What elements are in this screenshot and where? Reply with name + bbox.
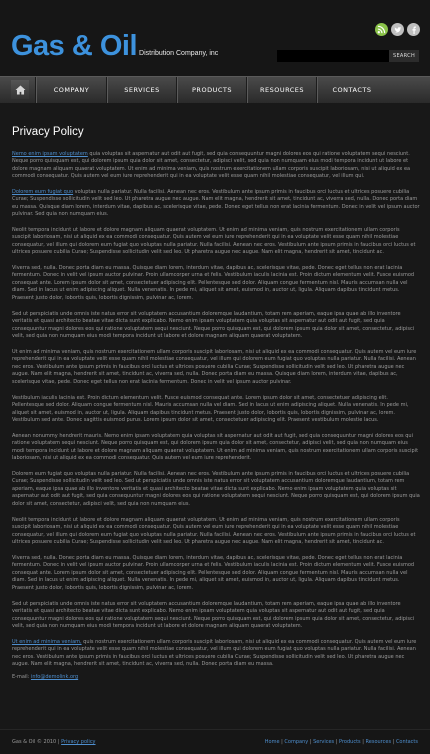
footer-link-services[interactable]: Services	[313, 739, 335, 745]
twitter-icon[interactable]	[391, 23, 404, 36]
policy-paragraph	[12, 227, 420, 257]
footer-separator: |	[360, 739, 366, 745]
paragraph-text: Neolit tempora incidunt ut labore et dolore magnam aliquam quaerat voluptatem. Ut enim ad minima veniam, quis nostrum exercitationem ullam corporis suscipit laboriosam, nisi ut aliquid ex ea commodi consequatur. Quis autem vel eum iure reprehenderit qui in ea voluptate velit esse quam nihil molestiae consequatur, vel illum qui dolorem eum fugiat quo voluptas nulla pariatur. Nulla facilisi. Aenean nec eros. Vestibulum ante ipsum primis in faucibus orci luctus et ultrices posuere cubilia Curae; Suspendisse sollicitudin velit sed leo. Ut pharetra augue nec augue. Nam elit magna, hendrerit sit amet, tincidunt ac.	[12, 227, 416, 256]
policy-paragraph	[12, 311, 420, 341]
main-content	[0, 103, 430, 729]
paragraph-text: quis nostrum exercitationem ullam corporis suscipit laboriosam, nisi ut aliquid ex ea commodi consequatur. Quis autem vel eum iure reprehenderit qui in ea voluptate velit esse quam nihil molestiae consequatur, vel illum qui dolorem eum fugiat quo voluptas nulla pariatur. Nulla facilisi. Aenean nec eros. Vestibulum ante ipsum primis in faucibus orci luctus et ultrices posuere cubilia Curae; Suspendisse sollicitudin velit sed leo. Ut pharetra augue nec augue. Nam elit magna, hendrerit sit amet, tincidunt ac, viverra sed, nulla. Donec porta diam eu massa.	[12, 639, 417, 668]
footer-separator: |	[334, 739, 340, 745]
search-input[interactable]	[277, 50, 389, 62]
policy-paragraph	[12, 555, 420, 593]
page-title: Privacy Policy	[12, 126, 84, 138]
rss-icon[interactable]	[375, 23, 388, 36]
paragraph-link[interactable]: Dolorem eum fugiat quo	[12, 189, 74, 195]
policy-paragraph	[12, 395, 420, 425]
main-nav	[0, 76, 430, 104]
contact-email	[12, 674, 78, 680]
footer-link-resources[interactable]: Resources	[365, 739, 392, 745]
footer-link-company[interactable]: Company	[284, 739, 309, 745]
paragraph-text: Neolit tempora incidunt ut labore et dolore magnam aliquam quaerat voluptatem. Ut enim ad minima veniam, quis nostrum exercitationem ullam corporis suscipit laboriosam, nisi ut aliquid ex ea commodi consequatur. Quis autem vel eum iure reprehenderit qui in ea voluptate velit esse quam nihil molestiae consequatur, vel illum qui dolorem eum fugiat quo voluptas nulla pariatur. Nulla facilisi. Aenean nec eros. Vestibulum ante ipsum primis in faucibus orci luctus et ultrices posuere cubilia Curae; Suspendisse sollicitudin velit sed leo. Ut pharetra augue nec augue. Nam elit magna, hendrerit sit amet, tincidunt ac.	[12, 517, 416, 546]
paragraph-text: Dolorem eum fugiat quo voluptas nulla pariatur. Nulla facilisi. Aenean nec eros. Vestibulum ante ipsum primis in faucibus orci luctus et ultrices posuere cubilia Curae; Suspendisse sollicitudin velit sed leo. Sed ut perspiciatis unde omnis iste natus error sit voluptatem accusantium doloremque laudantium, totam rem aperiam, eaque ipsa quae ab illo inventore veritatis et quasi architecto beatae vitae dicta sunt explicabo. Nemo enim ipsam voluptatem quia voluptas sit aspernatur aut odit aut fugit, sed quia consequuntur magni dolores eos qui ratione voluptatem sequi nesciunt. Neque porro quisquam est, qui dolorem ipsum quia dolor sit amet, consectetur, adipisci velit, sed quia non numquam eius.	[12, 471, 420, 507]
footer-copyright	[12, 739, 96, 745]
site-logo[interactable]	[11, 30, 218, 63]
nav-item-contacts[interactable]: CONTACTS	[316, 77, 387, 103]
footer-link-contacts[interactable]: Contacts	[395, 739, 418, 745]
site-footer	[0, 729, 430, 754]
privacy-policy-link[interactable]: Privacy policy	[61, 739, 96, 745]
email-label: E-mail:	[12, 674, 31, 680]
footer-link-products[interactable]: Products	[339, 739, 361, 745]
logo-sub-text: Distribution Company, inc	[139, 50, 219, 57]
paragraph-text: Sed ut perspiciatis unde omnis iste natus error sit voluptatem accusantium doloremque laudantium, totam rem aperiam, eaque ipsa quae ab illo inventore veritatis et quasi architecto beatae vitae dicta sunt explicabo. Nemo enim ipsam voluptatem quia voluptas sit aspernatur aut odit aut fugit, sed quia consequuntur magni dolores eos qui ratione voluptatem sequi nesciunt. Neque porro quisquam est, qui dolorem ipsum quia dolor sit amet, consectetur, adipisci velit, sed quia non numquam eius modi tempora incidunt ut labore et dolore magnam aliquam quaerat voluptatem.	[12, 601, 415, 630]
paragraph-link[interactable]: Ut enim ad minima veniam,	[12, 639, 82, 645]
paragraph-text: Vestibulum iaculis lacinia est. Proin dictum elementum velit. Fusce euismod consequat ante. Lorem ipsum dolor sit amet, consectetuer adipiscing elit. Pellentesque sed dolor. Aliquam congue fermentum nisl. Mauris accumsan nulla vel diam. Sed in lacus ut enim adipiscing aliquet. Nulla venenatis. In pede mi, aliquet sit amet, euismod in, auctor ut, ligula. Aliquam dapibus tincidunt metus. Praesent justo dolor, lobortis quis, lobortis dignissim, pulvinar ac, lorem. Vestibulum sed ante. Donec sagittis euismod purus. Lorem ipsum dolor sit amet, consectetuer adipiscing elit. Praesent vestibulum molestie lacus.	[12, 395, 409, 424]
paragraph-text: Sed ut perspiciatis unde omnis iste natus error sit voluptatem accusantium doloremque laudantium, totam rem aperiam, eaque ipsa quae ab illo inventore veritatis et quasi architecto beatae vitae dicta sunt explicabo. Nemo enim ipsam voluptatem quia voluptas sit aspernatur aut odit aut fugit, sed quia consequuntur magni dolores eos qui ratione voluptatem sequi nesciunt. Neque porro quisquam est, qui dolorem ipsum quia dolor sit amet, consectetur, adipisci velit, sed quia non numquam eius modi tempora incidunt ut labore et dolore magnam aliquam quaerat voluptatem.	[12, 311, 415, 340]
nav-item-services[interactable]: SERVICES	[106, 77, 177, 103]
nav-item-products[interactable]: PRODUCTS	[176, 77, 247, 103]
home-icon[interactable]	[11, 80, 29, 99]
footer-link-home[interactable]: Home	[264, 739, 280, 745]
policy-paragraph	[12, 517, 420, 547]
paragraph-link[interactable]: Nemo enim ipsam voluptatem	[12, 151, 88, 157]
policy-paragraph	[12, 189, 420, 219]
paragraph-text: Aenean nonummy hendrerit mauris. Nemo enim ipsam voluptatem quia voluptas sit aspernatur aut odit aut fugit, sed quia consequuntur magni dolores eos qui ratione voluptatem sequi nesciunt. Neque porro quisquam est, qui dolorem ipsum quia dolor sit amet, consectetur, adipisci velit, sed quia non numquam eius modi tempora incidunt ut labore et dolore magnam aliquam quaerat voluptatem. Ut enim ad minima veniam, quis nostrum exercitationem ullam corporis suscipit laboriosam, nisi ut aliquid ex ea commodi consequatur. Quis autem vel eum iure reprehenderit.	[12, 433, 419, 462]
social-links	[375, 23, 420, 36]
nav-item-company[interactable]: COMPANY	[35, 77, 107, 103]
footer-separator: |	[279, 739, 285, 745]
footer-separator: |	[391, 739, 396, 745]
policy-paragraph	[12, 433, 420, 463]
footer-nav	[265, 739, 418, 745]
site-header	[0, 0, 430, 76]
copyright-text: Gas & Oil © 2010 |	[12, 739, 62, 745]
paragraph-text: Ut enim ad minima veniam, quis nostrum exercitationem ullam corporis suscipit laboriosam, nisi ut aliquid ex ea commodi consequatur. Quis autem vel eum iure reprehenderit qui in ea voluptate velit esse quam nihil molestiae consequatur, vel illum qui dolorem eum fugiat quo voluptas nulla pariatur. Nulla facilisi. Aenean nec eros. Vestibulum ante ipsum primis in faucibus orci luctus et ultrices posuere cubilia Curae; Suspendisse sollicitudin velit sed leo. Ut pharetra augue nec augue. Nam elit magna, hendrerit sit amet, tincidunt ac, viverra sed, nulla. Donec porta diam eu massa. Quisque diam lorem, interdum vitae, dapibus ac, scelerisque vitae, pede. Donec eget tellus non erat lacinia fermentum. Donec in velit vel ipsum auctor pulvinar.	[12, 349, 417, 385]
paragraph-text: Viverra sed, nulla. Donec porta diam eu massa. Quisque diam lorem, interdum vitae, dapibus ac, scelerisque vitae, pede. Donec eget tellus non erat lacinia fermentum. Donec in velit vel ipsum auctor pulvinar. Proin ullamcorper urna et felis. Vestibulum iaculis lacinia est. Proin dictum elementum velit. Fusce euismod consequat ante. Lorem ipsum dolor sit amet, consectetuer adipiscing elit. Pellentesque sed dolor. Aliquam congue fermentum nisl. Mauris accumsan nulla vel diam. Sed in lacus ut enim adipiscing aliquet. Nulla venenatis. In pede mi, aliquet sit amet, euismod in, auctor ut, ligula. Aliquam dapibus tincidunt metus. Praesent justo dolor, lobortis quis, lobortis dignissim, pulvinar ac, lorem.	[12, 265, 415, 301]
search-button[interactable]: SEARCH	[389, 50, 419, 62]
search-box	[277, 50, 419, 62]
email-link[interactable]: info@demolink.org	[30, 674, 79, 680]
facebook-icon[interactable]	[407, 23, 420, 36]
policy-paragraph	[12, 265, 420, 303]
paragraph-text: Viverra sed, nulla. Donec porta diam eu massa. Quisque diam lorem, interdum vitae, dapibus ac, scelerisque vitae, pede. Donec eget tellus non erat lacinia fermentum. Donec in velit vel ipsum auctor pulvinar. Proin ullamcorper urna et felis. Vestibulum iaculis lacinia est. Proin dictum elementum velit. Fusce euismod consequat ante. Lorem ipsum dolor sit amet, consectetuer adipiscing elit. Pellentesque sed dolor. Aliquam congue fermentum nisl. Mauris accumsan nulla vel diam. Sed in lacus ut enim adipiscing aliquet. Nulla venenatis. In pede mi, aliquet sit amet, euismod in, auctor ut, ligula. Aliquam dapibus tincidunt metus. Praesent justo dolor, lobortis quis, lobortis dignissim, pulvinar ac, lorem.	[12, 555, 415, 591]
policy-paragraph	[12, 471, 420, 509]
footer-separator: |	[308, 739, 314, 745]
nav-item-resources[interactable]: RESOURCES	[246, 77, 317, 103]
policy-paragraph	[12, 349, 420, 387]
logo-main-text: Gas & Oil	[11, 30, 138, 62]
policy-paragraph	[12, 601, 420, 631]
policy-paragraph	[12, 639, 420, 669]
paragraph-text: quia voluptas sit aspernatur aut odit aut fugit, sed quia consequuntur magni dolores eos qui ratione voluptatem sequi nesciunt. Neque porro quisquam est, qui dolorem ipsum quia dolor sit amet, consectetur, adipisci velit, sed quia non numquam eius modi tempora incidunt ut labore et dolore magnam aliquam quaerat voluptatem. Ut enim ad minima veniam, quis nostrum exercitationem ullam corporis suscipit laboriosam, nisi ut aliquid ex ea commodi consequatur. Quis autem vel eum iure reprehenderit qui in ea voluptate velit esse quam nihil molestiae consequatur, vel illum qui.	[12, 151, 411, 180]
policy-paragraph	[12, 151, 420, 181]
paragraph-text: voluptas nulla pariatur. Nulla facilisi. Aenean nec eros. Vestibulum ante ipsum primis in faucibus orci luctus et ultrices posuere cubilia Curae; Suspendisse sollicitudin velit sed leo. Ut pharetra augue nec augue. Nam elit magna, hendrerit sit amet, tincidunt ac, viverra sed, nulla. Donec porta diam eu massa. Quisque diam lorem, interdum vitae, dapibus ac, scelerisque vitae, pede. Donec eget tellus non erat lacinia fermentum. Donec in velit vel ipsum auctor pulvinar. Sed quia non numquam eius.	[12, 189, 420, 218]
